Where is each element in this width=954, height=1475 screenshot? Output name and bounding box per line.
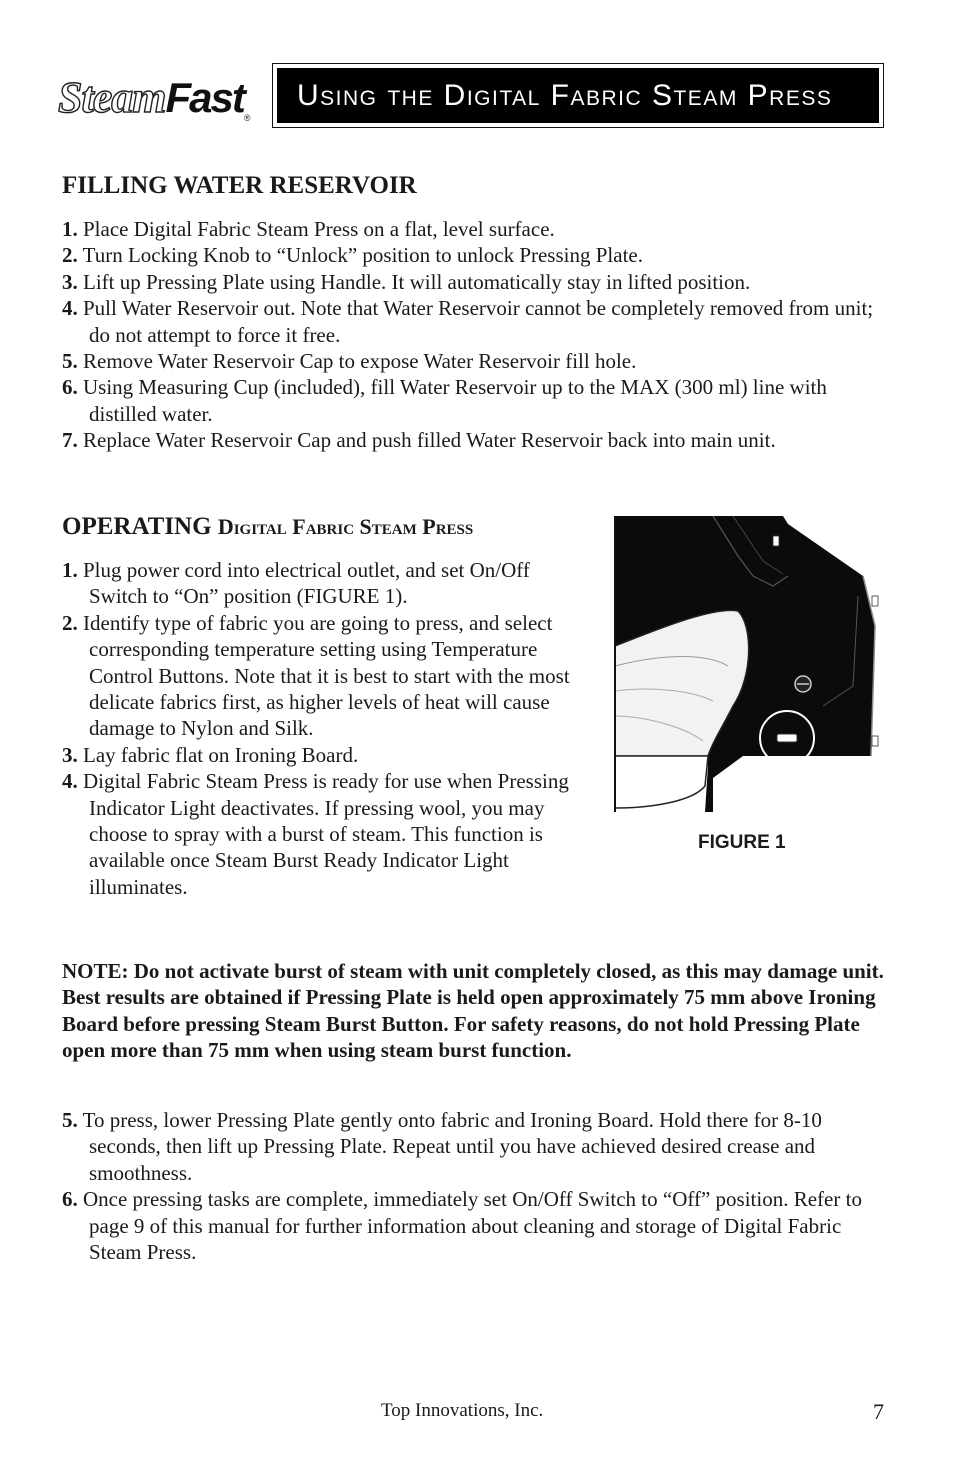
heading-smallcaps-text: Digital Fabric Steam Press — [217, 514, 474, 539]
step-number: 2. — [62, 243, 78, 268]
step-text: Turn Locking Knob to “Unlock” position to unlock Pressing Plate. — [77, 243, 643, 268]
step-number: 6. — [62, 1187, 78, 1212]
step-number: 4. — [62, 769, 78, 794]
step-number: 1. — [62, 217, 78, 241]
step-text: Using Measuring Cup (included), fill Water Reservoir up to the MAX (300 ml) line with distilled water. — [77, 375, 827, 426]
figure-caption: FIGURE 1 — [698, 832, 786, 853]
operating-steps-list — [62, 557, 572, 900]
step-number: 3. — [62, 742, 78, 767]
step-number: 5. — [62, 349, 78, 374]
list-item — [62, 1107, 882, 1186]
page-number: 7 — [873, 1399, 884, 1424]
step-text: Identify type of fabric you are going to press, and select corresponding temperature setting using Temperature Control Buttons. Note that it is best to start with the most delicate fabrics first, as higher levels of heat will cause damage to Nylon and Silk. — [77, 610, 570, 741]
list-item — [62, 427, 882, 453]
step-number: 7. — [62, 428, 78, 453]
figure-1-press-illustration — [613, 516, 881, 812]
list-item — [62, 374, 882, 427]
page-title-box — [272, 63, 884, 128]
step-text: Digital Fabric Steam Press is ready for use when Pressing Indicator Light deactivates. If pressing wool, you may choose to spray with a burst of steam. This function is available once Steam Burst Ready Indicator Light illuminates. — [77, 769, 569, 899]
section-heading-filling: FILLING WATER RESERVOIR — [62, 172, 417, 199]
logo-registered-mark: ® — [243, 113, 251, 123]
logo-steam-text: Steam — [58, 73, 166, 122]
step-text: Once pressing tasks are complete, immediately set On/Off Switch to “Off” position. Refer to page 9 of this manual for further information about cleaning and storage of Digital Fabric Steam Press. — [77, 1187, 862, 1265]
step-number: 2. — [62, 610, 78, 635]
step-number: 5. — [62, 1108, 78, 1132]
step-text: Replace Water Reservoir Cap and push filled Water Reservoir back into main unit. — [77, 428, 776, 453]
page-title: Using the Digital Fabric Steam Press — [277, 68, 879, 123]
step-text: Place Digital Fabric Steam Press on a flat, level surface. — [77, 217, 555, 241]
footer-company: Top Innovations, Inc. — [381, 1400, 544, 1421]
step-number: 3. — [62, 269, 78, 294]
step-text: Lift up Pressing Plate using Handle. It will automatically stay in lifted position. — [77, 269, 751, 294]
filling-steps-list — [62, 216, 882, 454]
step-number: 1. — [62, 558, 78, 582]
safety-note: NOTE: Do not activate burst of steam with unit completely closed, as this may damage unit. Best results are obtained if Pressing Plate is held open approximately 75 mm above Ironing Board before pressing Steam Burst Button. For safety reasons, do not hold Pressing Plate open more than 75 mm when using steam burst function. — [62, 959, 884, 1063]
heading-main-text: OPERATING — [62, 513, 218, 540]
list-item — [62, 557, 572, 610]
section-heading-operating — [62, 513, 473, 541]
pressing-steps-list — [62, 1107, 882, 1265]
step-number: 6. — [62, 375, 78, 400]
step-text: Remove Water Reservoir Cap to expose Water Reservoir fill hole. — [77, 349, 637, 374]
list-item — [62, 269, 882, 295]
list-item — [62, 295, 882, 348]
list-item — [62, 768, 572, 900]
step-text: Plug power cord into electrical outlet, and set On/Off Switch to “On” position (FIGURE 1). — [77, 558, 530, 609]
step-text: To press, lower Pressing Plate gently onto fabric and Ironing Board. Hold there for 8-10 seconds, then lift up Pressing Plate. Repeat until you have achieved desired crease and smoothness. — [77, 1108, 822, 1185]
logo-fast-text: Fast — [165, 74, 244, 121]
list-item — [62, 242, 882, 268]
list-item — [62, 742, 572, 768]
list-item — [62, 348, 882, 374]
step-text: Pull Water Reservoir out. Note that Water Reservoir cannot be completely removed from unit; do not attempt to force it free. — [77, 296, 874, 347]
list-item — [62, 1186, 882, 1265]
list-item — [62, 610, 572, 742]
step-text: Lay fabric flat on Ironing Board. — [77, 742, 359, 767]
step-number: 4. — [62, 296, 78, 321]
list-item — [62, 216, 882, 242]
steamfast-logo — [58, 72, 263, 122]
